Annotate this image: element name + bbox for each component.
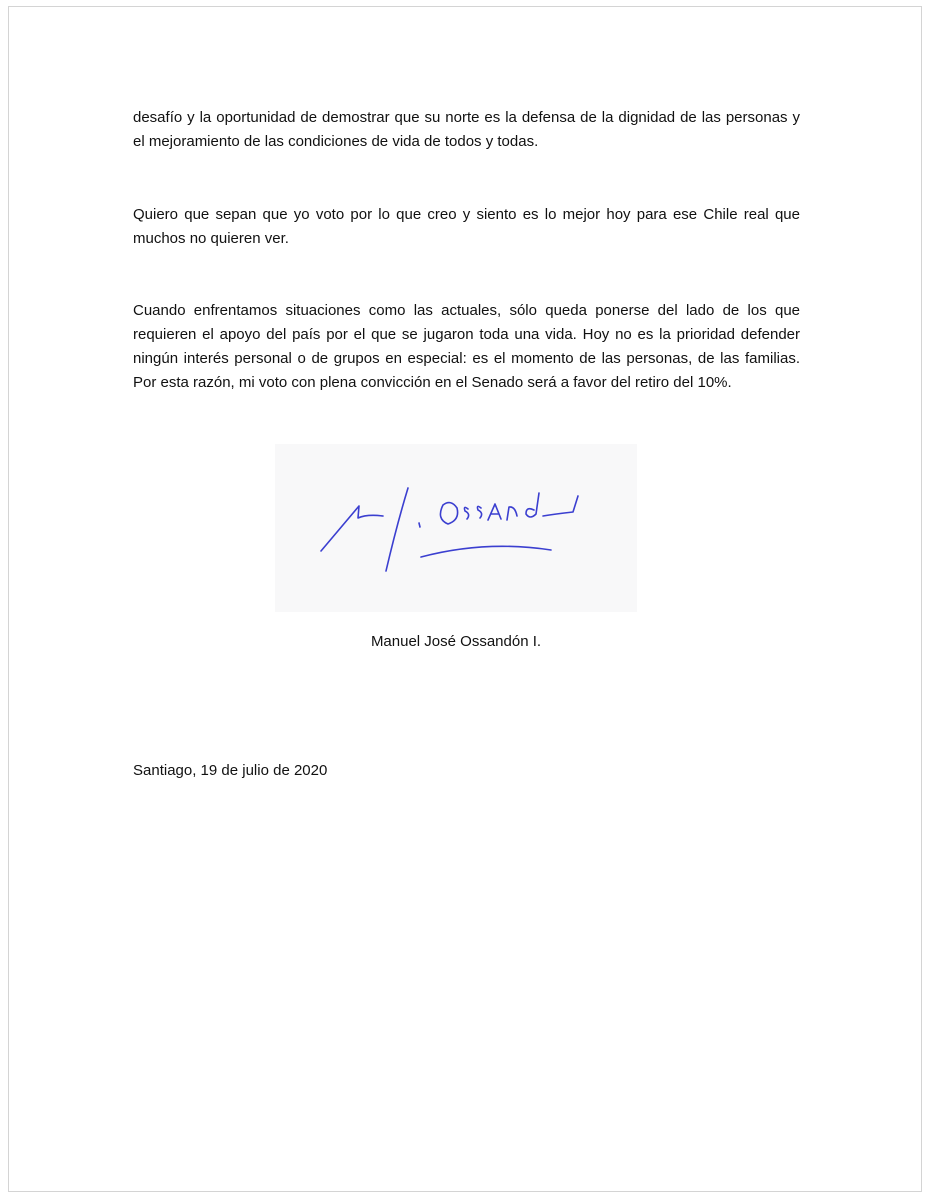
paragraph-vote-belief: Quiero que sepan que yo voto por lo que creo y siento es lo mejor hoy para ese Chile real que muchos no quieren ver.: [133, 206, 800, 247]
signature-image: [275, 444, 637, 612]
document-page: [8, 6, 922, 1192]
paragraph-vote-decision: Cuando enfrentamos situaciones como las actuales, sólo queda ponerse del lado de los que requieren el apoyo del país por el que se jugaron toda una vida. Hoy no es la prioridad defender ningún interés personal o de grupos en especial: es el momento de las personas, de las familias. Por esta razón, mi voto con plena convicción en el Senado será a favor del retiro del 10%.: [133, 302, 800, 391]
handwritten-signature: [275, 444, 637, 612]
signer-name: Manuel José Ossandón I.: [370, 633, 542, 650]
paragraph-dignity: desafío y la oportunidad de demostrar que su norte es la defensa de la dignidad de las personas y el mejoramiento de las condiciones de vida de todos y todas.: [133, 109, 800, 150]
date-line: Santiago, 19 de julio de 2020: [133, 762, 328, 779]
